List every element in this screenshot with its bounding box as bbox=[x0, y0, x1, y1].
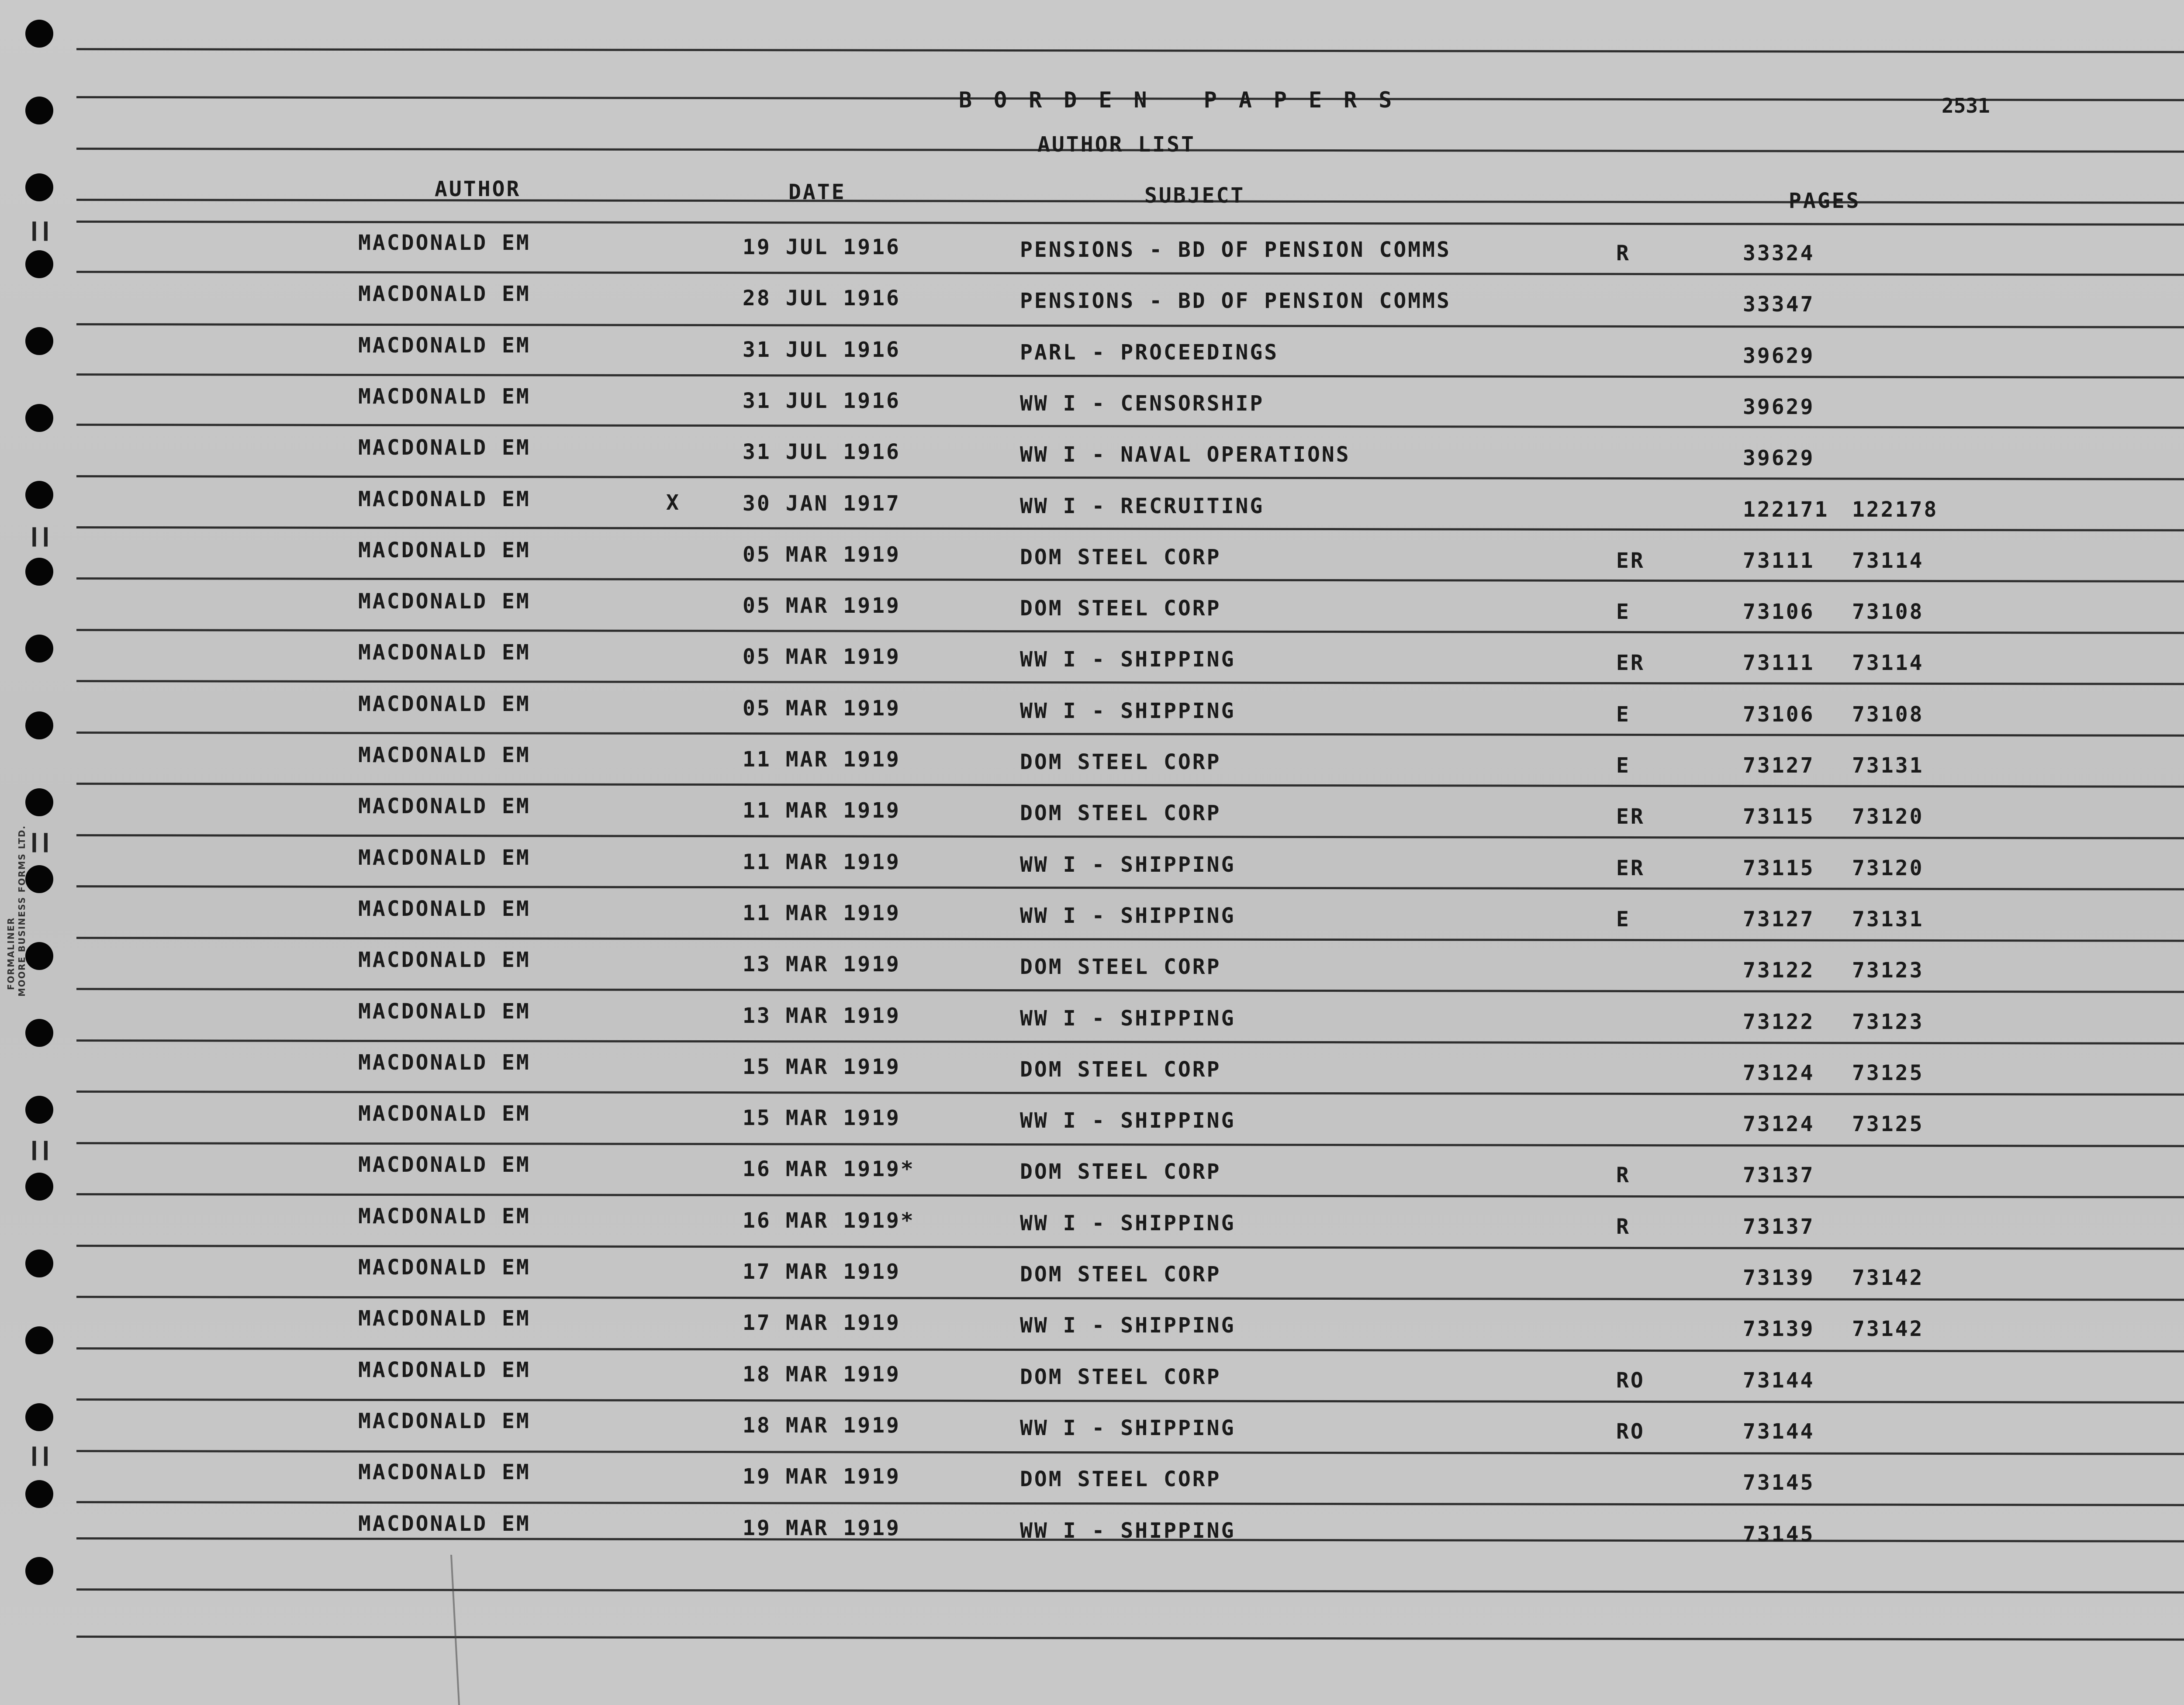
cell-page-start: 73111 bbox=[1743, 651, 1815, 676]
rule-line bbox=[76, 199, 2184, 204]
cell-author: MACDONALD EM bbox=[358, 384, 531, 409]
cell-date: 31 JUL 1916 bbox=[743, 388, 901, 413]
margin-tick-icon: ❙❙ bbox=[27, 522, 51, 549]
cell-subject: WW I - SHIPPING bbox=[1020, 1518, 1236, 1543]
cell-subject: WW I - SHIPPING bbox=[1020, 1415, 1236, 1440]
table-row bbox=[0, 333, 2184, 384]
cell-page-start: 122171 bbox=[1743, 497, 1829, 522]
cell-author: MACDONALD EM bbox=[358, 743, 531, 767]
cell-page-end: 73125 bbox=[1852, 1060, 1924, 1085]
cell-date: 11 MAR 1919 bbox=[743, 798, 901, 823]
product-imprint: FORMALINER bbox=[6, 917, 16, 990]
cell-author: MACDONALD EM bbox=[358, 1511, 531, 1536]
column-header-date: DATE bbox=[788, 180, 846, 204]
feed-hole-icon bbox=[25, 97, 53, 124]
table-row bbox=[0, 948, 2184, 998]
cell-date: 16 MAR 1919* bbox=[743, 1208, 915, 1233]
margin-tick-icon: ❙❙ bbox=[27, 1441, 51, 1469]
table-row bbox=[0, 384, 2184, 435]
cell-subject: DOM STEEL CORP bbox=[1020, 1057, 1221, 1082]
cell-date: 28 JUL 1916 bbox=[743, 286, 901, 311]
table-row bbox=[0, 589, 2184, 640]
cell-code: R bbox=[1616, 241, 1631, 266]
cell-code: ER bbox=[1616, 548, 1645, 573]
cell-author: MACDONALD EM bbox=[358, 794, 531, 819]
table-row bbox=[0, 1358, 2184, 1408]
cell-page-end: 73114 bbox=[1852, 548, 1924, 573]
table-row bbox=[0, 1204, 2184, 1255]
cell-subject: DOM STEEL CORP bbox=[1020, 1364, 1221, 1389]
cell-page-start: 73139 bbox=[1743, 1317, 1815, 1342]
cell-subject: WW I - SHIPPING bbox=[1020, 1006, 1236, 1031]
cell-page-start: 39629 bbox=[1743, 394, 1815, 419]
rule-line bbox=[76, 48, 2184, 53]
cell-page-start: 73122 bbox=[1743, 1009, 1815, 1034]
cell-subject: DOM STEEL CORP bbox=[1020, 1160, 1221, 1184]
cell-date: 15 MAR 1919 bbox=[743, 1106, 901, 1131]
feed-hole-icon bbox=[25, 173, 53, 201]
table-row bbox=[0, 897, 2184, 947]
cell-page-start: 73122 bbox=[1743, 958, 1815, 983]
paper-fold-crease bbox=[450, 1555, 477, 1705]
cell-subject: WW I - NAVAL OPERATIONS bbox=[1020, 442, 1351, 467]
cell-date: 18 MAR 1919 bbox=[743, 1362, 901, 1387]
table-row bbox=[0, 1306, 2184, 1357]
cell-page-start: 39629 bbox=[1743, 446, 1815, 471]
cell-page-start: 73144 bbox=[1743, 1419, 1815, 1444]
cell-page-end: 73131 bbox=[1852, 753, 1924, 778]
cell-date: 31 JUL 1916 bbox=[743, 337, 901, 362]
cell-page-end: 73125 bbox=[1852, 1112, 1924, 1137]
cell-date: 11 MAR 1919 bbox=[743, 849, 901, 874]
cell-date: 11 MAR 1919 bbox=[743, 747, 901, 772]
cell-author: MACDONALD EM bbox=[358, 282, 531, 307]
cell-page-end: 122178 bbox=[1852, 497, 1939, 522]
cell-date: 31 JUL 1916 bbox=[743, 440, 901, 465]
column-header-subject: SUBJECT bbox=[1144, 183, 1245, 208]
cell-date: 16 MAR 1919* bbox=[743, 1157, 915, 1182]
cell-page-end: 73142 bbox=[1852, 1317, 1924, 1342]
document-title: BORDEN PAPERS bbox=[959, 87, 1414, 113]
table-row bbox=[0, 846, 2184, 896]
cell-code: E bbox=[1616, 600, 1631, 625]
table-row bbox=[0, 640, 2184, 691]
cell-author: MACDONALD EM bbox=[358, 1101, 531, 1126]
cell-page-start: 73106 bbox=[1743, 600, 1815, 625]
cell-page-start: 73137 bbox=[1743, 1214, 1815, 1239]
cell-subject: DOM STEEL CORP bbox=[1020, 545, 1221, 569]
cell-flag: X bbox=[666, 490, 681, 515]
table-row bbox=[0, 1255, 2184, 1306]
cell-code: RO bbox=[1616, 1419, 1645, 1444]
cell-subject: WW I - CENSORSHIP bbox=[1020, 391, 1265, 416]
cell-code: ER bbox=[1616, 804, 1645, 829]
cell-code: R bbox=[1616, 1214, 1631, 1239]
cell-author: MACDONALD EM bbox=[358, 948, 531, 973]
rule-line bbox=[76, 221, 2184, 226]
cell-author: MACDONALD EM bbox=[358, 1357, 531, 1382]
table-row bbox=[0, 1460, 2184, 1511]
cell-date: 17 MAR 1919 bbox=[743, 1260, 901, 1284]
cell-date: 11 MAR 1919 bbox=[743, 901, 901, 925]
cell-subject: PARL - PROCEEDINGS bbox=[1020, 340, 1279, 365]
cell-subject: DOM STEEL CORP bbox=[1020, 596, 1221, 621]
table-row bbox=[0, 999, 2184, 1050]
cell-page-start: 73137 bbox=[1743, 1163, 1815, 1188]
table-row bbox=[0, 435, 2184, 486]
cell-date: 05 MAR 1919 bbox=[743, 645, 901, 670]
cell-subject: WW I - SHIPPING bbox=[1020, 852, 1236, 877]
cell-page-start: 33324 bbox=[1743, 241, 1815, 266]
cell-page-start: 73127 bbox=[1743, 907, 1815, 932]
cell-code: R bbox=[1616, 1163, 1631, 1188]
cell-author: MACDONALD EM bbox=[358, 538, 531, 563]
table-row bbox=[0, 487, 2184, 538]
cell-page-end: 73114 bbox=[1852, 651, 1924, 676]
cell-page-end: 73108 bbox=[1852, 600, 1924, 625]
cell-subject: DOM STEEL CORP bbox=[1020, 1262, 1221, 1287]
cell-page-start: 73124 bbox=[1743, 1060, 1815, 1085]
cell-page-start: 39629 bbox=[1743, 343, 1815, 368]
table-row bbox=[0, 743, 2184, 794]
cell-author: MACDONALD EM bbox=[358, 640, 531, 665]
vendor-imprint: MOORE BUSINESS FORMS LTD. bbox=[17, 825, 27, 997]
table-row bbox=[0, 794, 2184, 845]
table-row bbox=[0, 1050, 2184, 1101]
cell-author: MACDONALD EM bbox=[358, 1153, 531, 1177]
cell-author: MACDONALD EM bbox=[358, 845, 531, 870]
table-row bbox=[0, 538, 2184, 589]
cell-date: 19 MAR 1919 bbox=[743, 1464, 901, 1489]
feed-hole-icon bbox=[25, 20, 53, 48]
cell-page-end: 73123 bbox=[1852, 958, 1924, 983]
cell-subject: WW I - RECRUITING bbox=[1020, 494, 1265, 518]
cell-code: ER bbox=[1616, 856, 1645, 880]
table-row bbox=[0, 231, 2184, 281]
cell-page-start: 73106 bbox=[1743, 702, 1815, 727]
rule-line bbox=[76, 1588, 2184, 1594]
table-row bbox=[0, 1512, 2184, 1562]
margin-tick-icon: ❙❙ bbox=[27, 1136, 51, 1163]
cell-page-start: 73144 bbox=[1743, 1368, 1815, 1393]
cell-page-end: 73131 bbox=[1852, 907, 1924, 932]
margin-tick-icon: ❙❙ bbox=[27, 828, 51, 855]
cell-code: ER bbox=[1616, 651, 1645, 676]
cell-subject: DOM STEEL CORP bbox=[1020, 955, 1221, 980]
column-header-author: AUTHOR bbox=[435, 177, 521, 201]
cell-subject: PENSIONS - BD OF PENSION COMMS bbox=[1020, 289, 1451, 314]
cell-date: 19 MAR 1919 bbox=[743, 1515, 901, 1540]
cell-author: MACDONALD EM bbox=[358, 589, 531, 614]
cell-date: 17 MAR 1919 bbox=[743, 1311, 901, 1336]
table-row bbox=[0, 282, 2184, 332]
cell-subject: PENSIONS - BD OF PENSION COMMS bbox=[1020, 238, 1451, 262]
cell-code: RO bbox=[1616, 1368, 1645, 1393]
cell-page-start: 73139 bbox=[1743, 1266, 1815, 1290]
cell-date: 05 MAR 1919 bbox=[743, 542, 901, 567]
cell-author: MACDONALD EM bbox=[358, 1460, 531, 1485]
cell-page-start: 73145 bbox=[1743, 1470, 1815, 1495]
cell-subject: WW I - SHIPPING bbox=[1020, 698, 1236, 723]
cell-author: MACDONALD EM bbox=[358, 1204, 531, 1229]
cell-subject: WW I - SHIPPING bbox=[1020, 1211, 1236, 1236]
cell-page-end: 73108 bbox=[1852, 702, 1924, 727]
cell-date: 19 JUL 1916 bbox=[743, 235, 901, 259]
cell-author: MACDONALD EM bbox=[358, 435, 531, 460]
cell-author: MACDONALD EM bbox=[358, 333, 531, 358]
cell-page-start: 73115 bbox=[1743, 856, 1815, 880]
cell-date: 13 MAR 1919 bbox=[743, 952, 901, 977]
cell-page-end: 73123 bbox=[1852, 1009, 1924, 1034]
cell-author: MACDONALD EM bbox=[358, 1306, 531, 1331]
cell-date: 05 MAR 1919 bbox=[743, 594, 901, 618]
table-row bbox=[0, 1153, 2184, 1203]
table-row bbox=[0, 1409, 2184, 1460]
cell-author: MACDONALD EM bbox=[358, 896, 531, 921]
cell-page-start: 33347 bbox=[1743, 292, 1815, 317]
cell-subject: DOM STEEL CORP bbox=[1020, 801, 1221, 826]
cell-author: MACDONALD EM bbox=[358, 1255, 531, 1280]
cell-page-start: 73115 bbox=[1743, 804, 1815, 829]
cell-code: E bbox=[1616, 702, 1631, 727]
column-header-pages: PAGES bbox=[1789, 189, 1861, 213]
cell-author: MACDONALD EM bbox=[358, 487, 531, 511]
cell-page-end: 73142 bbox=[1852, 1266, 1924, 1290]
cell-subject: WW I - SHIPPING bbox=[1020, 647, 1236, 672]
cell-date: 13 MAR 1919 bbox=[743, 1003, 901, 1028]
cell-date: 05 MAR 1919 bbox=[743, 696, 901, 721]
cell-page-start: 73145 bbox=[1743, 1522, 1815, 1546]
cell-subject: DOM STEEL CORP bbox=[1020, 1467, 1221, 1492]
table-row bbox=[0, 1101, 2184, 1152]
cell-code: E bbox=[1616, 753, 1631, 778]
cell-author: MACDONALD EM bbox=[358, 691, 531, 716]
cell-author: MACDONALD EM bbox=[358, 231, 531, 255]
cell-page-end: 73120 bbox=[1852, 804, 1924, 829]
margin-tick-icon: ❙❙ bbox=[27, 216, 51, 244]
cell-page-start: 73124 bbox=[1743, 1112, 1815, 1137]
cell-author: MACDONALD EM bbox=[358, 1050, 531, 1075]
cell-subject: DOM STEEL CORP bbox=[1020, 750, 1221, 774]
cell-subject: WW I - SHIPPING bbox=[1020, 1108, 1236, 1133]
rule-line bbox=[76, 1636, 2184, 1641]
cell-page-start: 73127 bbox=[1743, 753, 1815, 778]
cell-subject: WW I - SHIPPING bbox=[1020, 1313, 1236, 1338]
cell-author: MACDONALD EM bbox=[358, 1408, 531, 1433]
cell-page-end: 73120 bbox=[1852, 856, 1924, 880]
cell-date: 18 MAR 1919 bbox=[743, 1413, 901, 1438]
cell-date: 30 JAN 1917 bbox=[743, 491, 901, 516]
cell-author: MACDONALD EM bbox=[358, 999, 531, 1024]
cell-subject: WW I - SHIPPING bbox=[1020, 903, 1236, 928]
cell-date: 15 MAR 1919 bbox=[743, 1054, 901, 1079]
cell-page-start: 73111 bbox=[1743, 548, 1815, 573]
list-title: AUTHOR LIST bbox=[1037, 132, 1196, 157]
page-number: 2531 bbox=[1942, 94, 1990, 117]
table-row bbox=[0, 692, 2184, 742]
cell-code: E bbox=[1616, 907, 1631, 932]
